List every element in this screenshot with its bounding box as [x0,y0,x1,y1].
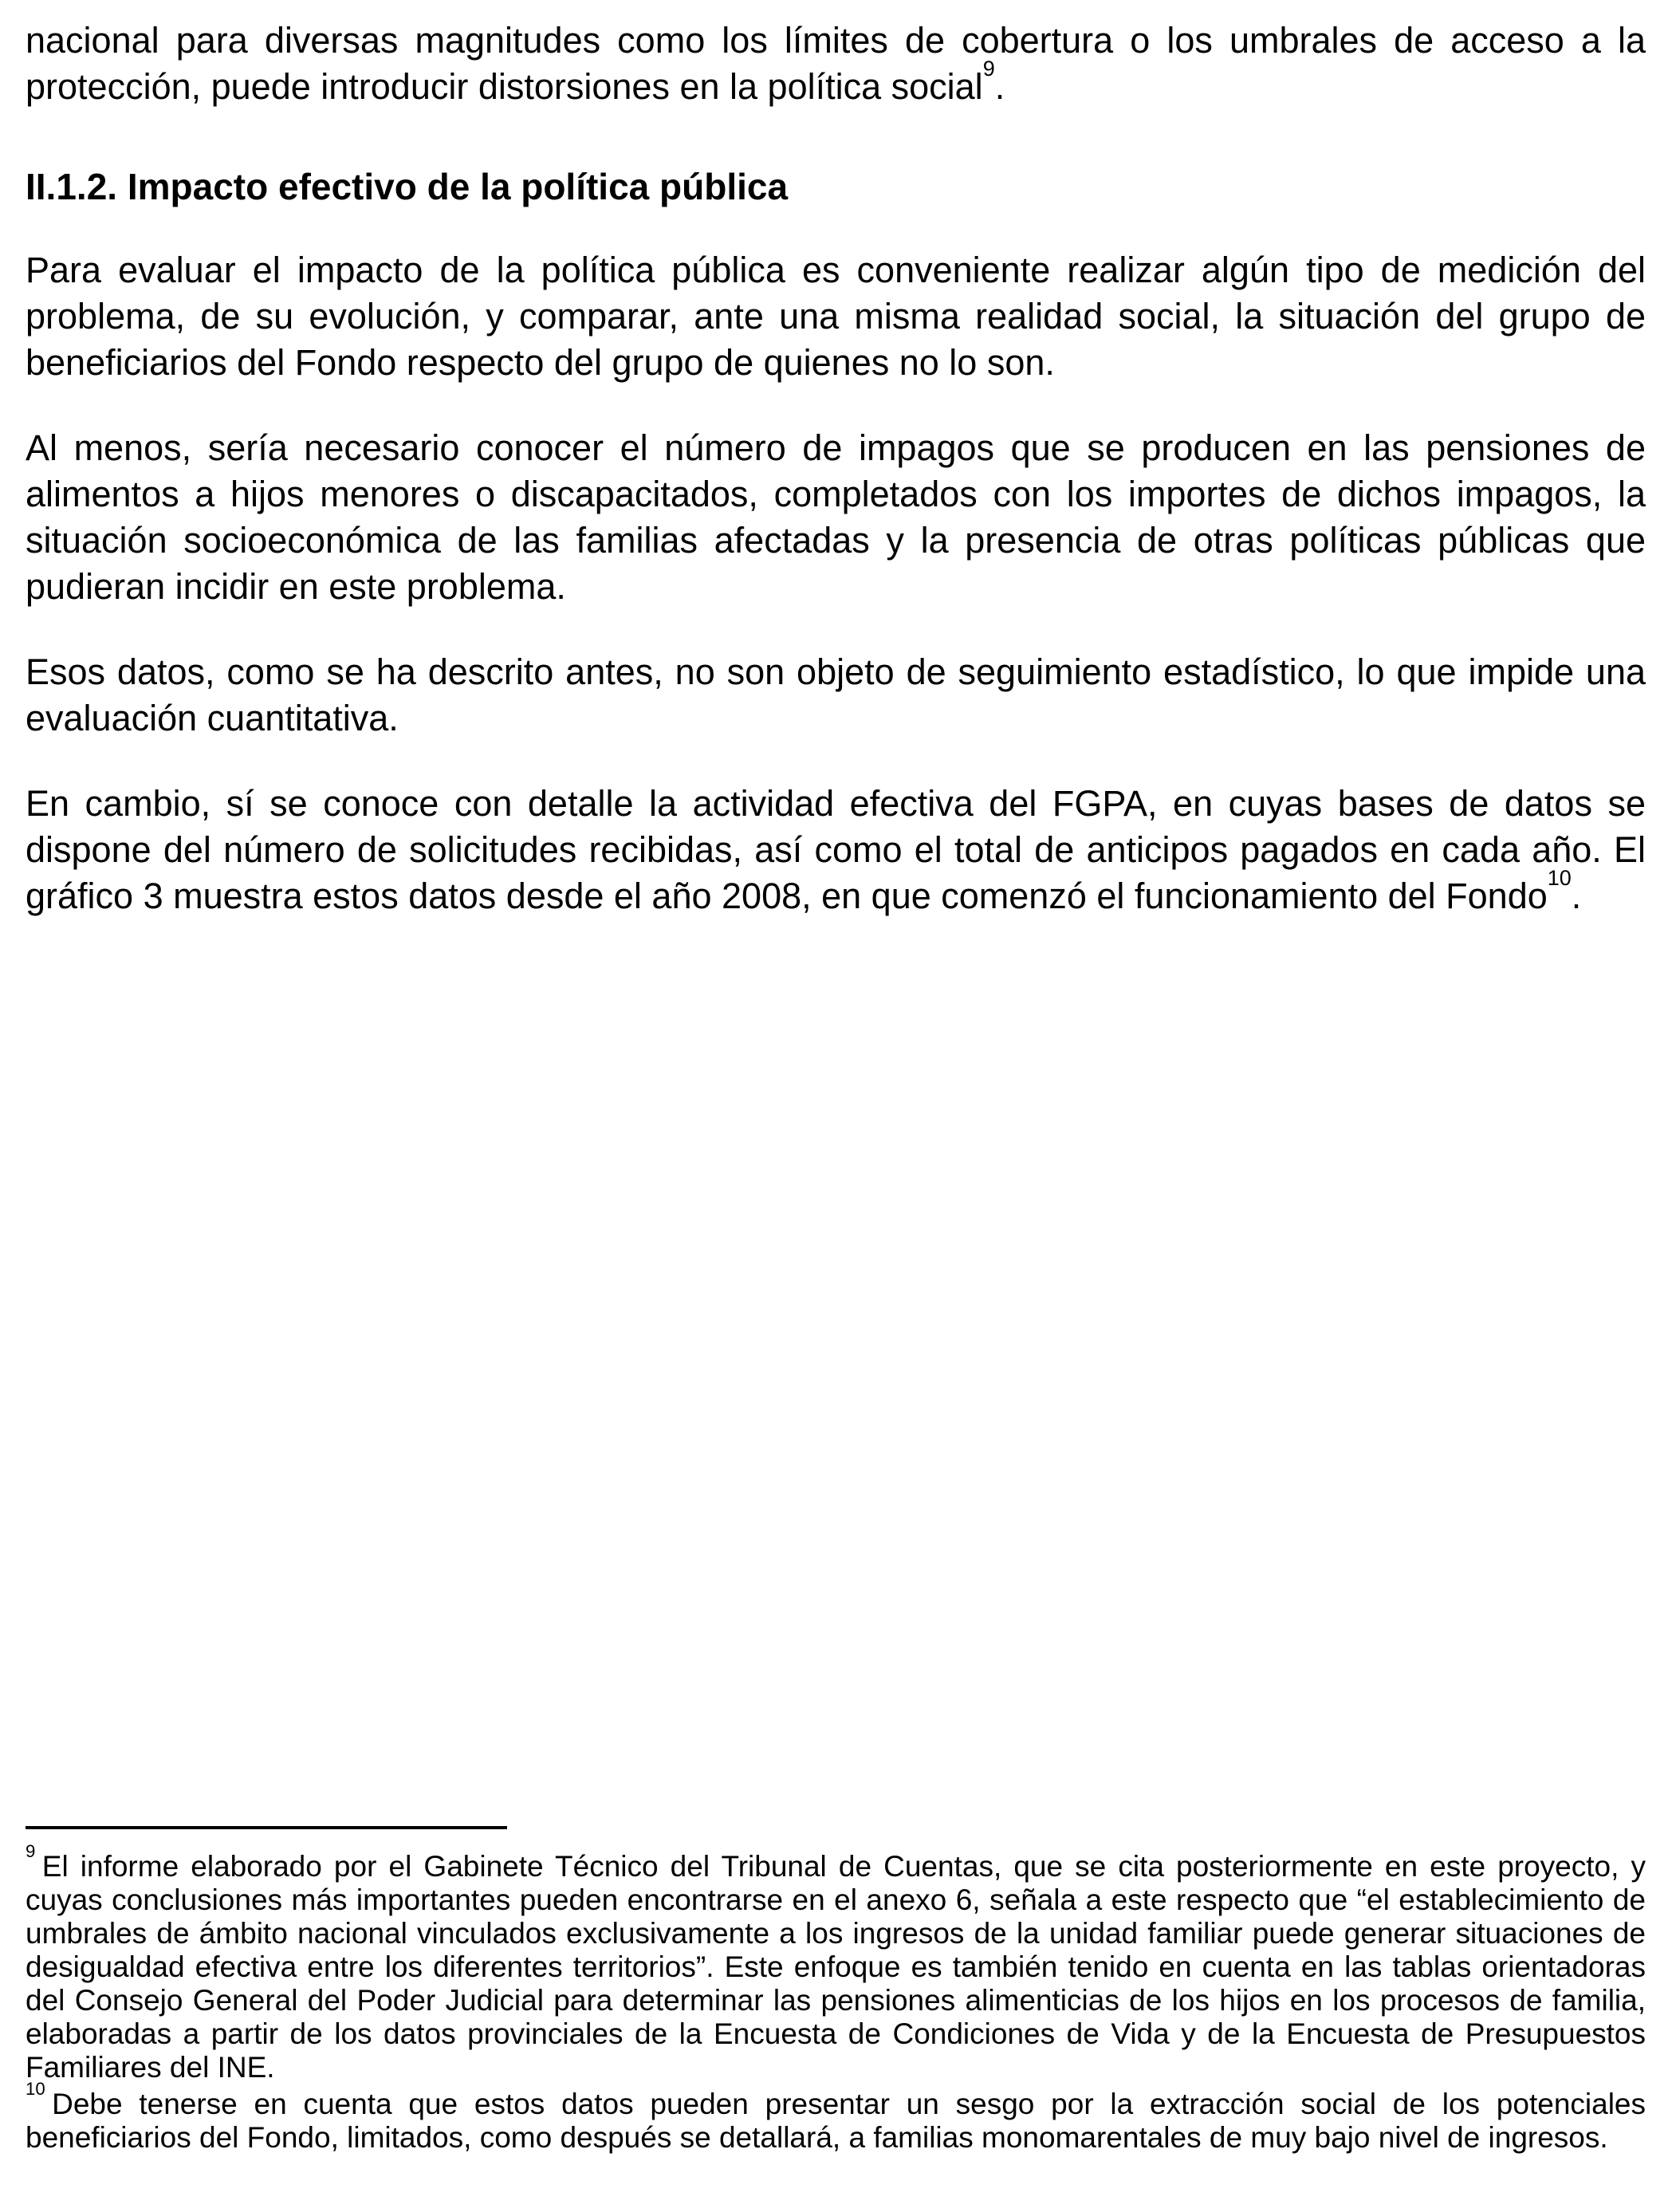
footnote-10-text: Debe tenerse en cuenta que estos datos pueden presentar un sesgo por la extracción social de los potenciales beneficiarios del Fondo, limitados, como después se detallará, a familias monomarentales de muy bajo nivel de ingresos. [26,2088,1646,2154]
footnote-9-text: El informe elaborado por el Gabinete Técnico del Tribunal de Cuentas, que se cita posteriormente en este proyecto, y cuyas conclusiones más importantes pueden encontrarse en el anexo 6, señala a este respecto que “el establecimiento de umbrales de ámbito nacional vinculados exclusivamente a los ingresos de la unidad familiar puede generar situaciones de desigualdad efectiva entre los diferentes territorios”. Este enfoque es también tenido en cuenta en las tablas orientadoras del Consejo General del Poder Judicial para determinar las pensiones alimenticias de los hijos en los procesos de familia, elaboradas a partir de los datos provinciales de la Encuesta de Condiciones de Vida y de la Encuesta de Presupuestos Familiares del INE. [26,1850,1646,2084]
footnote-ref-10: 10 [1547,866,1572,891]
paragraph-1 [26,18,1646,110]
footnote-10-marker: 10 [26,2079,45,2100]
paragraph-4: Esos datos, como se ha descrito antes, no son objeto de seguimiento estadístico, lo que impide una evaluación cuantitativa. [26,651,1646,738]
footnote-9 [26,1841,1646,2084]
paragraph-5 [26,781,1646,919]
section-heading: II.1.2. Impacto efectivo de la política pública [26,166,789,207]
footnote-9-marker: 9 [26,1841,36,1862]
paragraph-1-tail: . [994,66,1005,107]
paragraph-3: Al menos, sería necesario conocer el número de impagos que se producen en las pensiones de alimentos a hijos menores o discapacitados, completados con los importes de dichos impagos, la situación socioeconómica de las familias afectadas y la presencia de otras políticas públicas que pudieran incidir en este problema. [26,427,1646,607]
footnotes-section [26,1826,1646,2155]
footnote-ref-9: 9 [982,57,995,81]
paragraph-1-text: nacional para diversas magnitudes como los límites de cobertura o los umbrales de acceso a la protección, puede introducir distorsiones en la política social [26,20,1646,107]
footnote-separator [26,1826,507,1829]
footnote-10 [26,2079,1646,2155]
paragraph-2: Para evaluar el impacto de la política pública es conveniente realizar algún tipo de medición del problema, de su evolución, y comparar, ante una misma realidad social, la situación del grupo de beneficiarios del Fondo respecto del grupo de quienes no lo son. [26,250,1646,383]
body-text [26,18,1646,958]
paragraph-5-text: En cambio, sí se conoce con detalle la actividad efectiva del FGPA, en cuyas bases de datos se dispone del número de solicitudes recibidas, así como el total de anticipos pagados en cada año. El gráfico 3 muestra estos datos desde el año 2008, en que comenzó el funcionamiento del Fondo [26,783,1646,916]
paragraph-5-tail: . [1571,876,1582,916]
